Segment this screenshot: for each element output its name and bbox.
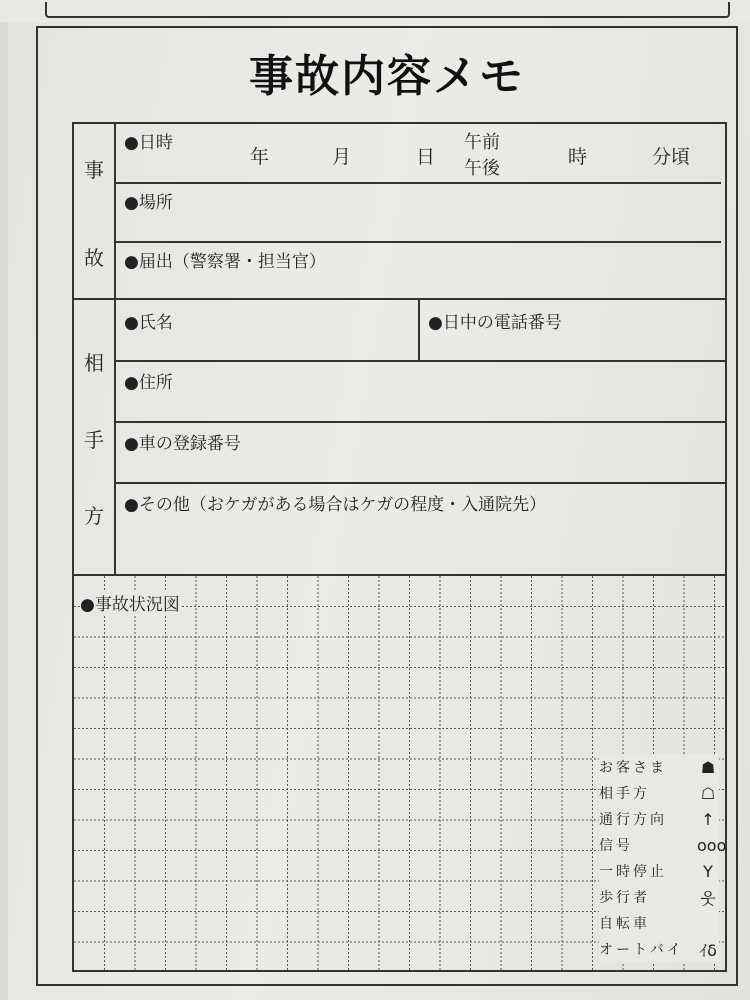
traffic-signal-icon: ooo	[697, 835, 727, 855]
row-divider	[116, 241, 721, 243]
page-title: 事故内容メモ	[249, 51, 525, 102]
plate-field[interactable]: ●車の登録番号	[124, 434, 241, 454]
accident-side-label	[74, 124, 116, 300]
phone-field[interactable]: ●日中の電話番号	[428, 313, 562, 333]
stop-sign-icon: Y	[703, 861, 713, 881]
legend-label: 一時停止	[599, 864, 667, 880]
legend-label: 信号	[599, 838, 633, 854]
legend-item	[599, 936, 719, 962]
section-divider	[74, 298, 725, 300]
legend-item	[599, 910, 719, 936]
side-char: 手	[84, 427, 104, 452]
side-char: 方	[84, 503, 104, 528]
under-sheet-border	[45, 2, 730, 18]
arrow-up-icon: ↑	[701, 809, 715, 829]
legend-label: 相手方	[599, 786, 650, 802]
diagram-label: ●事故状況図	[80, 590, 182, 615]
name-field[interactable]: ●氏名	[124, 313, 173, 333]
legend-label: お客さま	[599, 760, 667, 776]
address-field[interactable]: ●住所	[124, 373, 173, 393]
row-divider	[116, 182, 721, 184]
accident-diagram-grid[interactable]	[74, 576, 725, 970]
legend-label: 歩行者	[599, 890, 650, 906]
legend-item	[599, 858, 719, 884]
diagram-legend	[599, 754, 727, 962]
pm-label: 午後	[464, 158, 500, 179]
report-field[interactable]: ●届出（警察署・担当官）	[124, 252, 326, 272]
outline-car-icon: ☖	[700, 783, 716, 803]
day-label: 日	[416, 146, 436, 168]
side-char: 故	[84, 245, 104, 270]
am-label: 午前	[464, 132, 500, 153]
minute-label: 分頃	[652, 146, 691, 168]
side-char: 相	[84, 351, 104, 376]
filled-car-icon: ☗	[700, 757, 716, 777]
other-info-field[interactable]: ●その他（おケガがある場合はケガの程度・入通院先）	[124, 495, 547, 515]
datetime-field[interactable]: ●日時	[124, 133, 173, 153]
row-divider	[116, 360, 725, 362]
place-field[interactable]: ●場所	[124, 193, 173, 213]
legend-item	[599, 832, 727, 858]
legend-label: 通行方向	[599, 812, 667, 828]
month-label: 月	[332, 146, 352, 168]
other-party-side-label	[74, 300, 116, 576]
pedestrian-icon: 웃	[700, 888, 716, 908]
paper-under-sheet	[0, 0, 750, 22]
legend-item	[599, 884, 719, 910]
legend-item	[599, 754, 719, 780]
year-label: 年	[250, 146, 270, 168]
legend-label: オートバイ	[599, 942, 684, 958]
motorcycle-icon: ｲδ	[699, 940, 717, 960]
hour-label: 時	[568, 146, 588, 168]
side-char: 事	[84, 157, 104, 182]
memo-form	[72, 122, 727, 972]
row-divider	[116, 482, 725, 484]
row-divider	[116, 421, 725, 423]
column-divider	[418, 298, 420, 362]
memo-sheet	[8, 22, 750, 1000]
legend-item	[599, 806, 719, 832]
legend-label: 自転車	[599, 916, 650, 932]
legend-item	[599, 780, 719, 806]
